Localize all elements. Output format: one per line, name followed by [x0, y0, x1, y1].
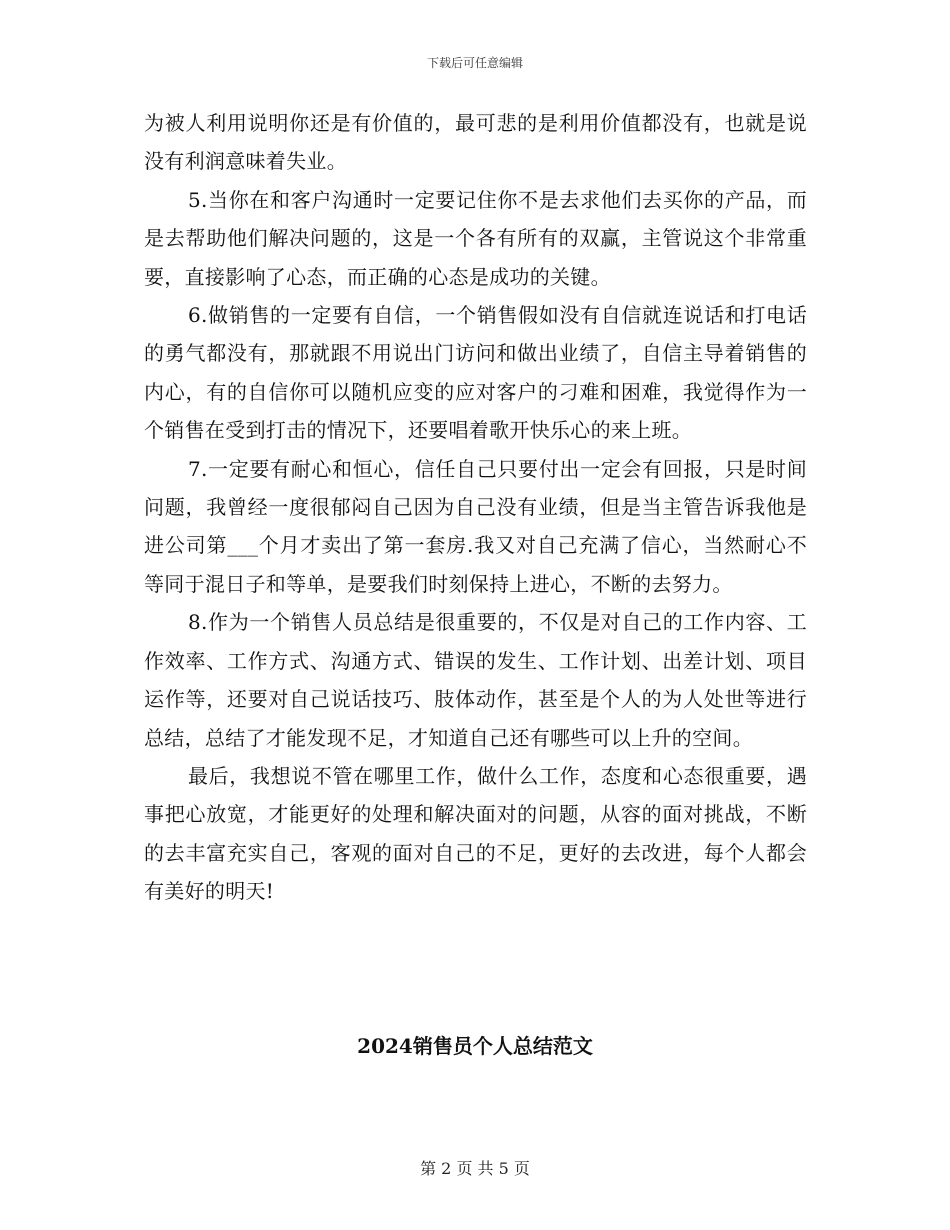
paragraph-item-7: 7.一定要有耐心和恒心，信任自己只要付出一定会有回报，只是时间问题，我曾经一度很郁闷自己因为自己没有业绩，但是当主管告诉我他是进公司第___个月才卖出了第一套房.我又对自己充满了信心，当然耐心不等同于混日子和等单，是要我们时刻保持上进心，不断的去努力。: [144, 456, 807, 596]
section-title: 2024销售员个人总结范文: [357, 1034, 593, 1058]
paragraph-item-8: 8.作为一个销售人员总结是很重要的，不仅是对自己的工作内容、工作效率、工作方式、沟通方式、错误的发生、工作计划、出差计划、项目运作等，还要对自己说话技巧、肢体动作，甚至是个人的为人处世等进行总结，总结了才能发现不足，才知道自己还有哪些可以上升的空间。: [144, 610, 807, 750]
paragraph-continuation: 为被人利用说明你还是有价值的，最可悲的是利用价值都没有，也就是说没有利润意味着失业。: [144, 111, 807, 174]
paragraph-item-6: 6.做销售的一定要有自信，一个销售假如没有自信就连说话和打电话的勇气都没有，那就跟不用说出门访问和做出业绩了，自信主导着销售的内心，有的自信你可以随机应变的应对客户的刁难和困难，我觉得作为一个销售在受到打击的情况下，还要唱着歌开快乐心的来上班。: [144, 303, 807, 443]
paragraph-conclusion: 最后，我想说不管在哪里工作，做什么工作，态度和心态很重要，遇事把心放宽，才能更好的处理和解决面对的问题，从容的面对挑战，不断的去丰富充实自己，客观的面对自己的不足，更好的去改进，每个人都会有美好的明天!: [144, 763, 807, 904]
document-body: [144, 104, 807, 911]
page-footer: 第 2 页 共 5 页: [420, 1159, 530, 1178]
paragraph-item-5: 5.当你在和客户沟通时一定要记住你不是去求他们去买你的产品，而是去帮助他们解决问题的，这是一个各有所有的双赢，主管说这个非常重要，直接影响了心态，而正确的心态是成功的关键。: [144, 187, 807, 289]
page-header: 下载后可任意编辑: [426, 56, 523, 70]
